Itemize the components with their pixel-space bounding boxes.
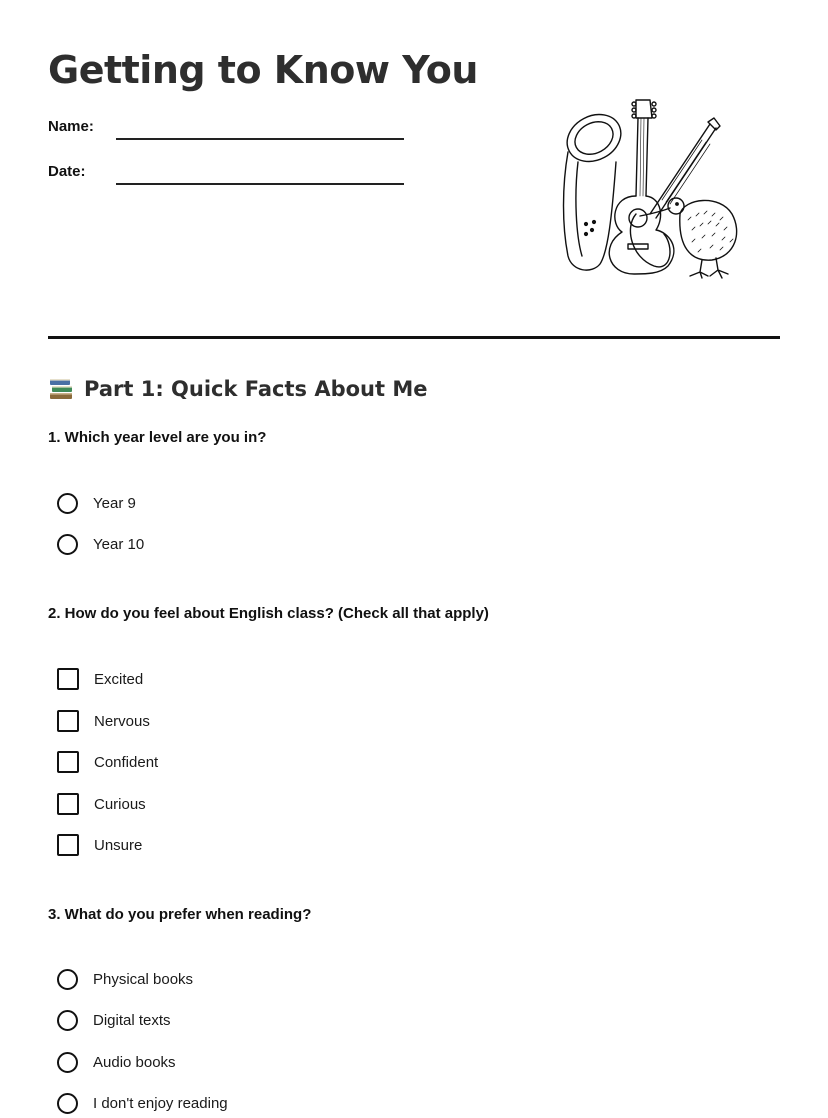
option-label: Audio books [93,1053,176,1071]
option-label: Year 9 [93,494,136,512]
option-label: Nervous [94,712,150,730]
date-field[interactable] [116,183,404,185]
checkbox[interactable] [57,751,79,773]
name-label: Name: [48,118,94,135]
radio-option-year-10[interactable] [57,531,144,557]
option-label: Physical books [93,970,194,988]
radio-option-audio-books[interactable] [57,1049,176,1075]
checkbox[interactable] [57,710,79,732]
checkbox-option-nervous[interactable] [57,708,150,734]
question-3: 3. What do you prefer when reading? [48,906,312,923]
checkbox-option-confident[interactable] [57,749,158,775]
date-field-row [48,161,408,185]
name-field[interactable] [116,138,404,140]
question-1: 1. Which year level are you in? [48,429,267,446]
books-icon [48,376,74,402]
radio-button[interactable] [57,534,78,555]
music-kiwi-illustration [552,96,752,280]
radio-option-physical-books[interactable] [57,966,193,992]
radio-button[interactable] [57,1093,78,1114]
checkbox[interactable] [57,793,79,815]
radio-button[interactable] [57,1010,78,1031]
section-header [48,374,428,404]
radio-option-dont-enjoy-reading[interactable] [57,1090,228,1116]
option-label: Digital texts [93,1011,171,1029]
checkbox[interactable] [57,668,79,690]
radio-option-year-9[interactable] [57,490,136,516]
checkbox-option-curious[interactable] [57,791,146,817]
option-label: Excited [94,670,144,688]
option-label: Year 10 [93,535,145,553]
option-label: Unsure [94,836,143,854]
question-2: 2. How do you feel about English class? (Check all that apply) [48,605,489,622]
section-divider [48,336,780,339]
section-title: Part 1: Quick Facts About Me [84,377,428,401]
radio-button[interactable] [57,493,78,514]
option-label: I don't enjoy reading [93,1094,228,1112]
date-label: Date: [48,163,86,180]
radio-option-digital-texts[interactable] [57,1007,171,1033]
option-label: Confident [94,753,159,771]
radio-button[interactable] [57,969,78,990]
name-field-row [48,116,408,140]
page-title: Getting to Know You [48,48,478,92]
checkbox[interactable] [57,834,79,856]
radio-button[interactable] [57,1052,78,1073]
checkbox-option-excited[interactable] [57,666,143,692]
option-label: Curious [94,795,146,813]
saxophone-icon [559,105,629,270]
checkbox-option-unsure[interactable] [57,832,142,858]
